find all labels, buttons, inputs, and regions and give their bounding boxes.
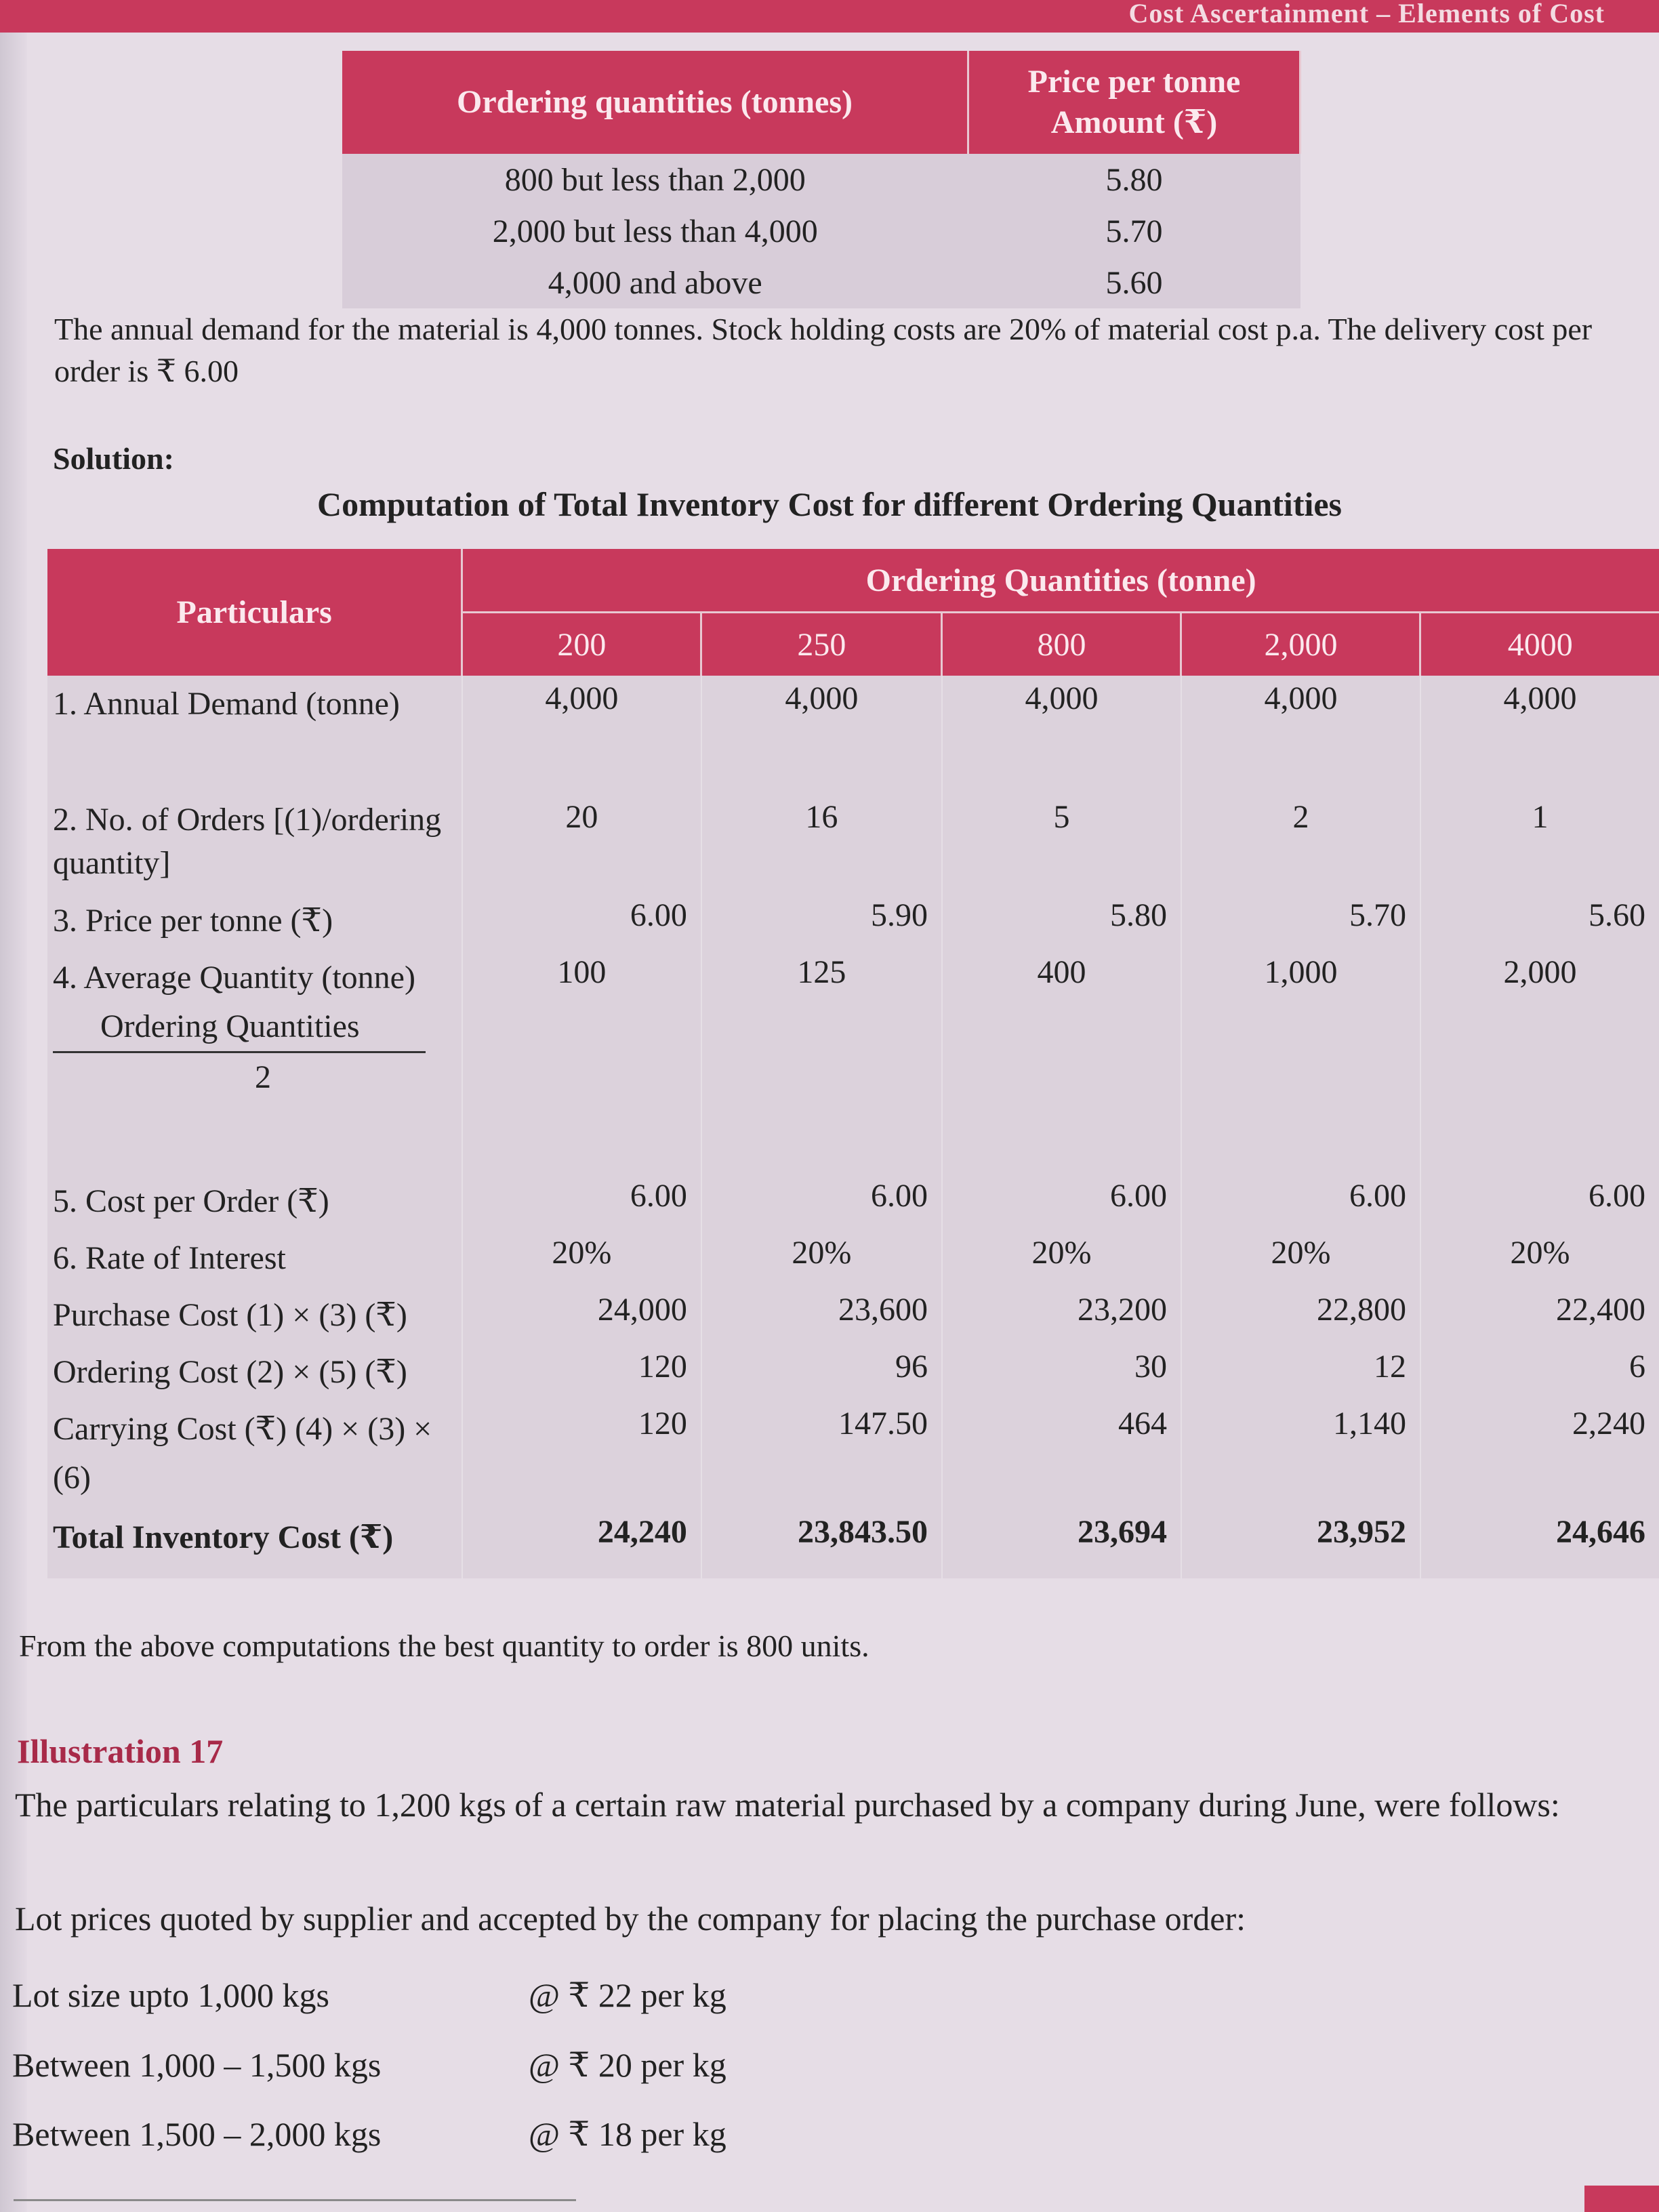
- lot-size-label: Between 1,500 – 2,000 kgs: [12, 2115, 382, 2153]
- row-label: Carrying Cost (₹) (4) × (3) × (6): [47, 1401, 462, 1507]
- corner-tab: [1584, 2186, 1659, 2212]
- value-cell: 6: [1420, 1344, 1659, 1401]
- computation-header-row-1: [47, 549, 1659, 613]
- row-label: Ordering Cost (2) × (5) (₹): [47, 1344, 462, 1401]
- value-cell: 23,200: [942, 1287, 1181, 1344]
- value-cell: 6.00: [462, 1173, 701, 1230]
- footer-rule: [14, 2199, 576, 2201]
- value-cell: 4,000: [462, 676, 701, 794]
- value-cell: 400: [942, 949, 1181, 1173]
- value-cell: 1,140: [1181, 1401, 1420, 1507]
- row-label: 2. No. of Orders [(1)/ordering quantity]: [47, 794, 462, 893]
- lot-intro-text: Lot prices quoted by supplier and accepted by the company for placing the purchase order:: [15, 1900, 1246, 1938]
- value-cell: 120: [462, 1344, 701, 1401]
- value-cell: 20%: [1420, 1230, 1659, 1287]
- price-quantity-cell: 2,000 but less than 4,000: [342, 205, 968, 257]
- value-cell: 22,400: [1420, 1287, 1659, 1344]
- total-label: Total Inventory Cost (₹): [47, 1507, 462, 1578]
- price-value-cell: 5.70: [968, 205, 1300, 257]
- table-row: [47, 676, 1659, 794]
- value-cell: 1: [1420, 794, 1659, 893]
- table-row: [47, 949, 1659, 1173]
- value-cell: 4,000: [942, 676, 1181, 794]
- value-cell: 5.80: [942, 893, 1181, 949]
- solution-label: Solution:: [53, 441, 174, 476]
- ordering-quantities-header: Ordering Quantities (tonne): [462, 549, 1659, 613]
- value-cell: 24,000: [462, 1287, 701, 1344]
- value-cell: 5.60: [1420, 893, 1659, 949]
- row-label: Purchase Cost (1) × (3) (₹): [47, 1287, 462, 1344]
- value-cell: 147.50: [701, 1401, 942, 1507]
- price-quantity-cell: 4,000 and above: [342, 257, 968, 308]
- value-cell: 120: [462, 1401, 701, 1507]
- lot-price-label: @ ₹ 22 per kg: [529, 1976, 726, 2014]
- value-cell: 6.00: [701, 1173, 942, 1230]
- value-cell: 2,240: [1420, 1401, 1659, 1507]
- total-value-cell: 23,843.50: [701, 1507, 942, 1578]
- quantity-header: 200: [462, 613, 701, 676]
- price-quantity-cell: 800 but less than 2,000: [342, 154, 968, 205]
- total-row: [47, 1507, 1659, 1578]
- intro-paragraph: The annual demand for the material is 4,000 tonnes. Stock holding costs are 20% of material cost p.a. The delivery cost per order is ₹ 6.00: [54, 312, 1593, 388]
- price-table-header-quantity: Ordering quantities (tonnes): [342, 51, 968, 154]
- value-cell: 22,800: [1181, 1287, 1420, 1344]
- value-cell: 5.90: [701, 893, 942, 949]
- total-value-cell: 23,694: [942, 1507, 1181, 1578]
- lot-price-label: @ ₹ 20 per kg: [529, 2046, 726, 2084]
- quantity-header: 250: [701, 613, 942, 676]
- row-label: 3. Price per tonne (₹): [47, 893, 462, 949]
- row-label: 4. Average Quantity (tonne): [53, 960, 415, 996]
- table-row: [342, 154, 1300, 205]
- table-row: [342, 205, 1300, 257]
- value-cell: 5.70: [1181, 893, 1420, 949]
- total-value-cell: 24,646: [1420, 1507, 1659, 1578]
- value-cell: 464: [942, 1401, 1181, 1507]
- computation-title: Computation of Total Inventory Cost for different Ordering Quantities: [316, 485, 1343, 523]
- page-edge: [0, 0, 27, 2212]
- quantity-header: 800: [942, 613, 1181, 676]
- fraction-numerator: Ordering Quantities: [53, 1002, 426, 1053]
- running-title: Cost Ascertainment – Elements of Cost: [1128, 0, 1605, 28]
- row-label: 1. Annual Demand (tonne): [47, 676, 462, 794]
- value-cell: 4,000: [1181, 676, 1420, 794]
- table-row: [47, 1230, 1659, 1287]
- lot-size-label: Lot size upto 1,000 kgs: [12, 1976, 330, 2014]
- value-cell: 6.00: [942, 1173, 1181, 1230]
- value-cell: 4,000: [1420, 676, 1659, 794]
- value-cell: 2,000: [1420, 949, 1659, 1173]
- row-label-average-quantity: [47, 949, 462, 1173]
- table-row: [47, 893, 1659, 949]
- total-value-cell: 24,240: [462, 1507, 701, 1578]
- value-cell: 2: [1181, 794, 1420, 893]
- value-cell: 20%: [942, 1230, 1181, 1287]
- illustration-paragraph: The particulars relating to 1,200 kgs of a certain raw material purchased by a company during June, were follows:: [15, 1786, 1560, 1824]
- row-label: 6. Rate of Interest: [47, 1230, 462, 1287]
- value-cell: 6.00: [1420, 1173, 1659, 1230]
- value-cell: 12: [1181, 1344, 1420, 1401]
- header-band: [0, 0, 1659, 33]
- table-row: [47, 1344, 1659, 1401]
- value-cell: 125: [701, 949, 942, 1173]
- computation-table: [47, 549, 1659, 1578]
- value-cell: 20: [462, 794, 701, 893]
- value-cell: 5: [942, 794, 1181, 893]
- value-cell: 6.00: [1181, 1173, 1420, 1230]
- table-row: [47, 1401, 1659, 1507]
- value-cell: 20%: [701, 1230, 942, 1287]
- value-cell: 96: [701, 1344, 942, 1401]
- quantity-header: 2,000: [1181, 613, 1420, 676]
- table-row: [342, 257, 1300, 308]
- conclusion-text: From the above computations the best quantity to order is 800 units.: [19, 1629, 869, 1663]
- price-table: [342, 51, 1301, 308]
- value-cell: 20%: [462, 1230, 701, 1287]
- row-label: 5. Cost per Order (₹): [47, 1173, 462, 1230]
- quantity-header: 4000: [1420, 613, 1659, 676]
- price-table-header: [342, 51, 1300, 154]
- fraction-denominator: 2: [255, 1059, 271, 1095]
- value-cell: 20%: [1181, 1230, 1420, 1287]
- total-value-cell: 23,952: [1181, 1507, 1420, 1578]
- value-cell: 23,600: [701, 1287, 942, 1344]
- table-row: [47, 1287, 1659, 1344]
- value-cell: 100: [462, 949, 701, 1173]
- price-value-cell: 5.60: [968, 257, 1300, 308]
- value-cell: 16: [701, 794, 942, 893]
- price-table-header-price: Price per tonne Amount (₹): [968, 51, 1300, 154]
- lot-price-label: @ ₹ 18 per kg: [529, 2115, 726, 2153]
- illustration-heading: Illustration 17: [17, 1732, 224, 1770]
- table-row: [47, 794, 1659, 893]
- lot-size-label: Between 1,000 – 1,500 kgs: [12, 2046, 382, 2084]
- price-value-cell: 5.80: [968, 154, 1300, 205]
- value-cell: 30: [942, 1344, 1181, 1401]
- value-cell: 6.00: [462, 893, 701, 949]
- particulars-header: Particulars: [176, 594, 332, 630]
- value-cell: 1,000: [1181, 949, 1420, 1173]
- value-cell: 4,000: [701, 676, 942, 794]
- table-row: [47, 1173, 1659, 1230]
